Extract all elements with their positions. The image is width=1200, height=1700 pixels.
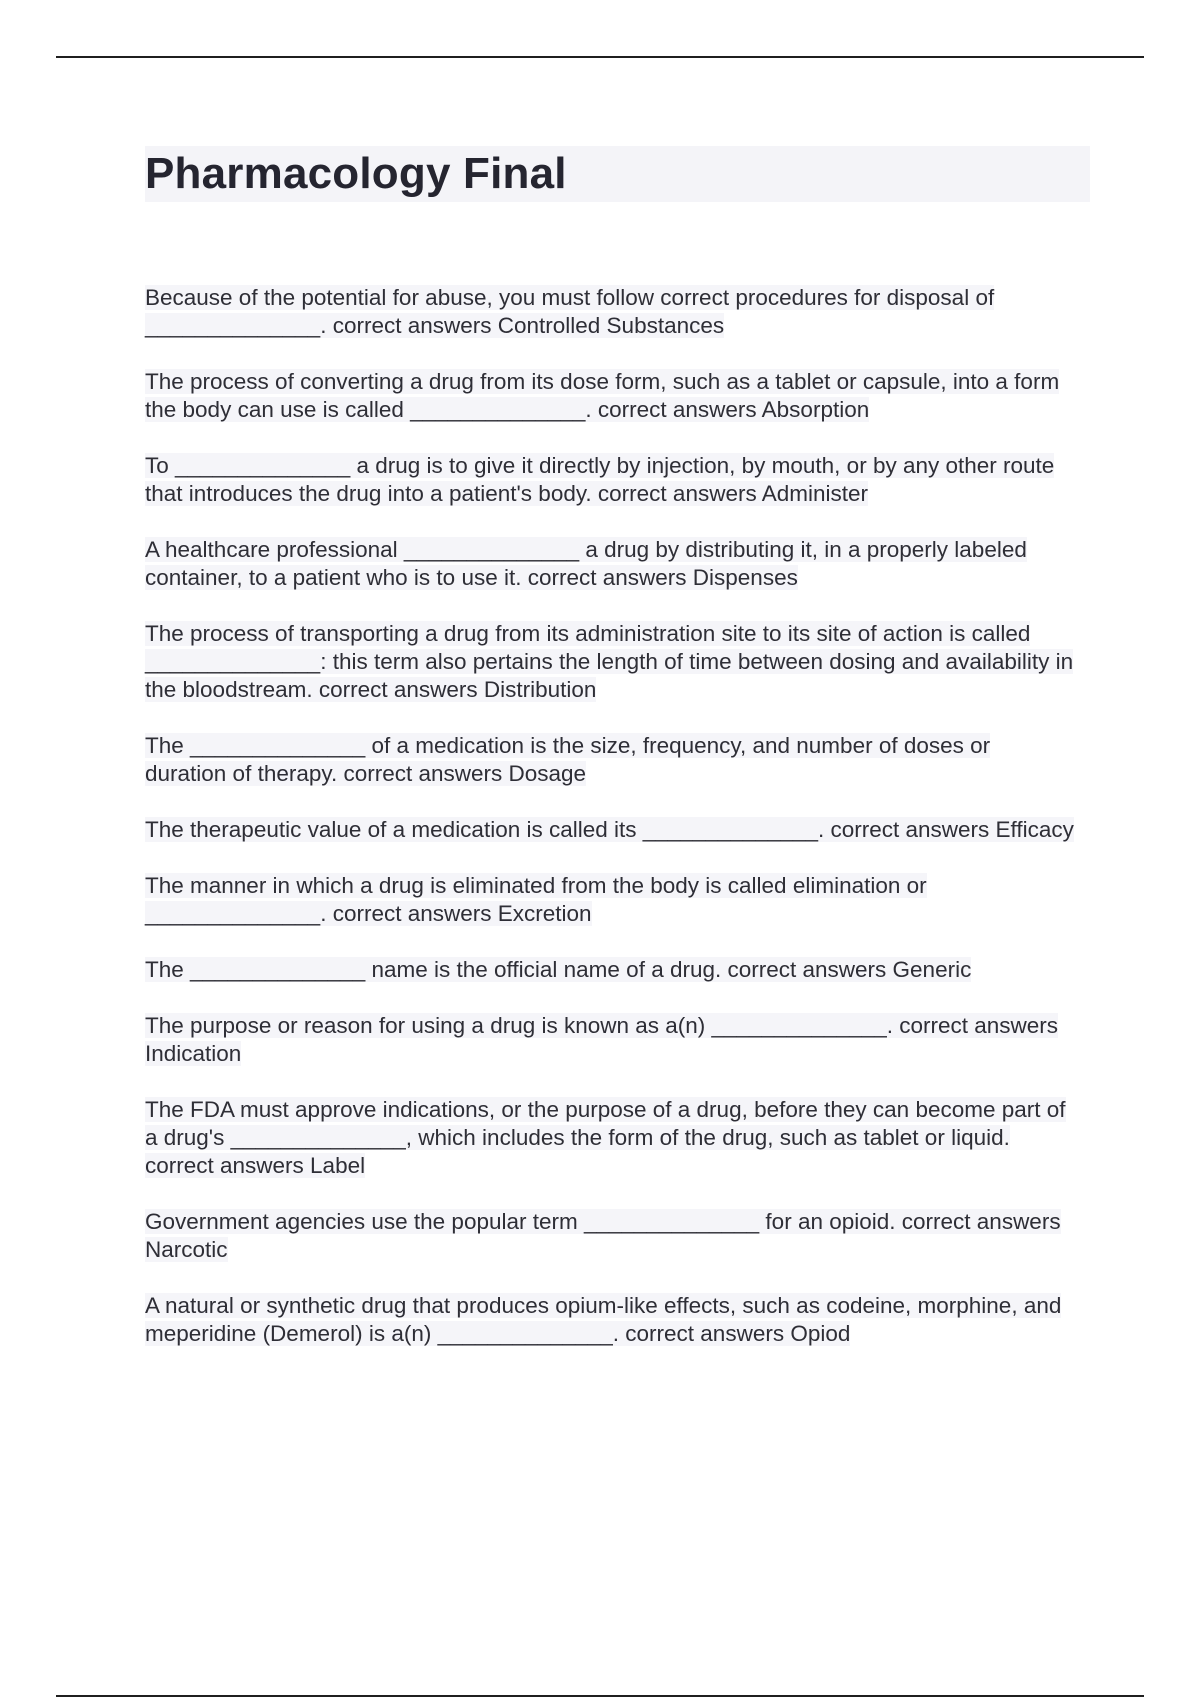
question-text: The FDA must approve indications, or the purpose of a drug, before they can become part of a drug's ______________, which includes the form of the drug, such as tablet or liquid. correct answers Label (145, 1097, 1066, 1178)
page-content (145, 146, 1090, 1376)
question-item (145, 1096, 1075, 1180)
top-rule (56, 56, 1144, 58)
question-item (145, 284, 1075, 340)
question-text: To ______________ a drug is to give it directly by injection, by mouth, or by any other route that introduces the drug into a patient's body. correct answers Administer (145, 453, 1055, 506)
page-title: Pharmacology Final (145, 149, 567, 198)
question-text: The process of transporting a drug from its administration site to its site of action is called ______________: this term also pertains the length of time between dosing and availability in the bloodstream. correct answers Distribution (145, 621, 1074, 702)
question-list (145, 284, 1090, 1348)
question-item (145, 368, 1075, 424)
question-item (145, 816, 1075, 844)
question-text: The manner in which a drug is eliminated from the body is called elimination or ______________. correct answers Excretion (145, 873, 927, 926)
question-item (145, 1292, 1075, 1348)
question-text: The purpose or reason for using a drug is known as a(n) ______________. correct answers Indication (145, 1013, 1059, 1066)
question-item (145, 872, 1075, 928)
question-text: The ______________ of a medication is the size, frequency, and number of doses or duration of therapy. correct answers Dosage (145, 733, 991, 786)
question-text: A healthcare professional ______________ a drug by distributing it, in a properly labeled container, to a patient who is to use it. correct answers Dispenses (145, 537, 1027, 590)
bottom-rule (56, 1695, 1144, 1697)
question-text: The process of converting a drug from its dose form, such as a tablet or capsule, into a form the body can use is called ______________. correct answers Absorption (145, 369, 1060, 422)
question-item (145, 620, 1075, 704)
question-item (145, 732, 1075, 788)
title-banner (145, 146, 1090, 202)
question-text: The therapeutic value of a medication is called its ______________. correct answers Efficacy (145, 817, 1074, 842)
question-text: Government agencies use the popular term ______________ for an opioid. correct answers Narcotic (145, 1209, 1061, 1262)
question-text: Because of the potential for abuse, you must follow correct procedures for disposal of ______________. correct answers Controlled Substances (145, 285, 995, 338)
question-item (145, 1208, 1075, 1264)
question-item (145, 956, 1075, 984)
question-item (145, 1012, 1075, 1068)
question-text: The ______________ name is the official name of a drug. correct answers Generic (145, 957, 972, 982)
question-item (145, 536, 1075, 592)
question-text: A natural or synthetic drug that produces opium-like effects, such as codeine, morphine, and meperidine (Demerol) is a(n) ______________. correct answers Opiod (145, 1293, 1062, 1346)
question-item (145, 452, 1075, 508)
